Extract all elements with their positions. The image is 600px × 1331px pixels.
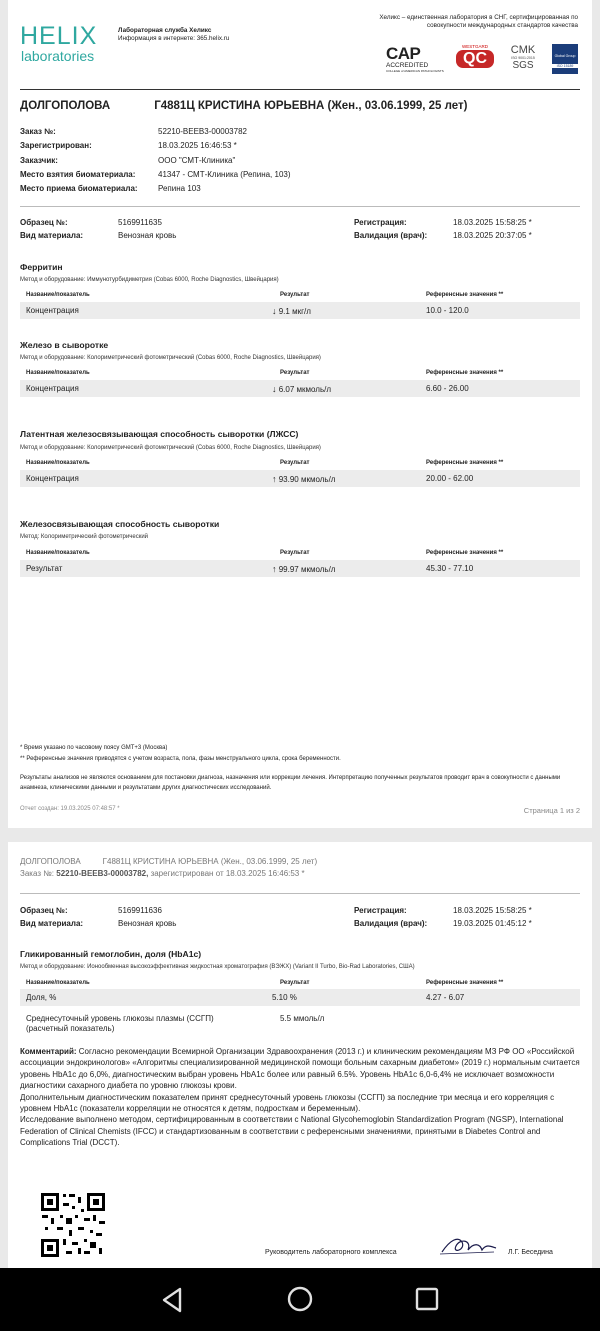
glucose-result: 5.5 ммоль/л — [280, 1014, 325, 1023]
registration: 18.03.2025 15:58:25 * — [453, 906, 532, 915]
helix-logo-sub: laboratories — [21, 48, 95, 64]
signature-icon — [438, 1232, 498, 1258]
col-name: Название/показатель — [26, 370, 90, 376]
test-method: Метод и оборудование: Колориметрический фотометрический (Cobas 6000, Roche Diagnostics, Швейцария) — [20, 445, 321, 451]
home-icon[interactable] — [287, 1286, 313, 1312]
divider — [20, 89, 580, 90]
col-ref: Референсные значения ** — [426, 292, 504, 298]
table-row: Концентрация ↓ 6.07 мкмоль/л 6.60 - 26.00 — [20, 380, 580, 397]
report-created: Отчет создан: 19.03.2025 07:48:57 * — [20, 806, 120, 812]
registration-label: Регистрация: — [354, 218, 407, 227]
comment: Комментарий: Согласно рекомендации Всемирной Организации Здравоохранения (2013 г.) и клиническим рекомендациям МЗ РФ ОО «Российской ассоциации эндокринологов» «Алгоритмы специализированной медицинской помощи больным сахарным диабетом» (2019 г.) нормальным считается уровень HbA1c до 6,0%, диагностическим выбран уровень HbA1c более или равный 6.5%. Уровень HbA1c 6,0-6,4% не исключает возможности диагностики сахарного диабета по уровню глюкозы крови. Дополнительным диагностическим показателем принят среднесуточный уровень глюкозы (ССГП) за последние три месяца и его корреляция с уровнем HbA1c (показатели корреляции не относятся к детям, подросткам и беременным). Исследование выполнено методом, сертифицированным в соответствии с National Glycohemoglobin Standardization Program (NGSP), International Federation of Clinical Chemists (IFCC) и стандартизованным в соответствии с референсными значениями, принятыми в Diabetes Control and Complications Trial (DCCT). — [20, 1047, 580, 1148]
back-icon[interactable] — [160, 1287, 184, 1313]
recents-icon[interactable] — [415, 1287, 439, 1311]
lab-site: Информация в интернете: 365.helix.ru — [118, 35, 230, 42]
qr-code-icon — [39, 1191, 107, 1259]
patient-surname: ДОЛГОПОЛОВА — [20, 100, 111, 112]
material-label: Вид материала: — [20, 231, 84, 240]
global-group-badge: Global Group ISO 15189 — [552, 44, 578, 74]
col-result: Результат — [280, 550, 310, 556]
test-method: Метод и оборудование: Иммунотурбидиметрия (Cobas 6000, Roche Diagnostics, Швейцария) — [20, 277, 279, 283]
col-name: Название/показатель — [26, 292, 90, 298]
arrow-up-icon: ↑ — [272, 474, 277, 484]
material: Венозная кровь — [118, 919, 177, 928]
westgard-qc-badge: WESTGARD QC — [456, 44, 494, 76]
navigation-bar — [0, 1268, 600, 1331]
timezone-note: * Время указано по часовому поясу GMT+3 (Москва) — [20, 745, 168, 751]
signature-role: Руководитель лабораторного комплекса — [265, 1249, 397, 1256]
report-page-2 — [8, 842, 592, 1272]
sample-no: 5169911635 — [118, 218, 162, 227]
table-row: Доля, % 5.10 % 4.27 - 6.07 — [20, 989, 580, 1006]
table-row: Результат ↑ 99.97 мкмоль/л 45.30 - 77.10 — [20, 560, 580, 577]
validation: 19.03.2025 01:45:12 * — [453, 919, 532, 928]
patient-header — [20, 100, 468, 112]
validation-label: Валидация (врач): — [354, 919, 428, 928]
glucose-name: Среднесуточный уровень глюкозы плазмы (ССГП) (расчетный показатель) — [26, 1014, 214, 1033]
sample-no: 5169911636 — [118, 906, 162, 915]
disclaimer: Результаты анализов не являются основанием для постановки диагноза, назначения или коррекции лечения. Интерпретацию полученных результатов проводит врач в совокупности с данными анамнеза, клиническими данными и результатами других диагностических исследований. — [20, 775, 561, 791]
lab-name: Лабораторная служба Хеликс — [118, 27, 212, 34]
arrow-down-icon: ↓ — [272, 306, 277, 316]
col-ref: Референсные значения ** — [426, 980, 504, 986]
patient-details: Г4881Ц КРИСТИНА ЮРЬЕВНА (Жен., 03.06.1999, 25 лет) — [154, 100, 468, 112]
test-title: Железосвязывающая способность сыворотки — [20, 519, 220, 529]
col-result: Результат — [280, 980, 310, 986]
sample-no-label: Образец №: — [20, 906, 68, 915]
test-title: Железо в сыворотке — [20, 340, 109, 350]
table-row: Концентрация ↑ 93.90 мкмоль/л 20.00 - 62.00 — [20, 470, 580, 487]
signer-name: Л.Г. Беседина — [508, 1249, 553, 1256]
validation: 18.03.2025 20:37:05 * — [453, 231, 532, 240]
page-number: Страница 1 из 2 — [523, 806, 580, 815]
material-label: Вид материала: — [20, 919, 84, 928]
col-name: Название/показатель — [26, 980, 90, 986]
cap-badge: CAP ACCREDITED COLLEGE of AMERICAN PATHOLOGISTS — [386, 44, 444, 73]
slogan: Хеликс – единственная лаборатория в СНГ, сертифицированная по совокупности международных стандартов качества — [379, 14, 578, 30]
arrow-down-icon: ↓ — [272, 384, 277, 394]
test-method: Метод и оборудование: Колориметрический фотометрический (Cobas 6000, Roche Diagnostics, Швейцария) — [20, 355, 321, 361]
col-result: Результат — [280, 292, 310, 298]
col-name: Название/показатель — [26, 460, 90, 466]
divider — [20, 893, 580, 894]
test-method: Метод и оборудование: Ионообменная высокоэффективная жидкостная хроматография (ВЭЖХ) (Variant II Turbo, Bio-Rad Laboratories, США) — [20, 964, 415, 970]
test-title: Гликированный гемоглобин, доля (HbA1c) — [20, 949, 202, 959]
col-ref: Референсные значения ** — [426, 460, 504, 466]
divider — [20, 206, 580, 207]
material: Венозная кровь — [118, 231, 177, 240]
registration: 18.03.2025 15:58:25 * — [453, 218, 532, 227]
col-name: Название/показатель — [26, 550, 90, 556]
page2-patient: ДОЛГОПОЛОВА Г4881Ц КРИСТИНА ЮРЬЕВНА (Жен., 03.06.1999, 25 лет) — [20, 857, 318, 866]
test-method: Метод: Колориметрический фотометрический — [20, 534, 149, 540]
col-ref: Референсные значения ** — [426, 550, 504, 556]
reference-note: ** Референсные значения приводятся с учетом возраста, пола, фазы менструального цикла, срока беременности. — [20, 756, 341, 762]
test-title: Ферритин — [20, 262, 63, 272]
comment-label: Комментарий: — [20, 1047, 77, 1056]
col-result: Результат — [280, 460, 310, 466]
test-title: Латентная железосвязывающая способность сыворотки (ЛЖСС) — [20, 429, 299, 439]
validation-label: Валидация (врач): — [354, 231, 428, 240]
cmk-sgs-badge: CMK ISO 9001:2015 SGS — [510, 44, 536, 71]
col-ref: Референсные значения ** — [426, 370, 504, 376]
arrow-up-icon: ↑ — [272, 564, 277, 574]
report-page-1: HELIX laboratories Лабораторная служба Хеликс Информация в интернете: 365.helix.ru Хеликс – единственная лаборатория в СНГ, сертифицированная по совокупности международных стандартов качества CAP ACCREDITED COLLEGE of AMERICAN PATHOLOGISTS WESTGARD QC CMK ISO 9001:2015 SGS Global Group ISO 15189 ДОЛГОПОЛОВА Г4881Ц КРИСТИНА ЮРЬЕВНА (Жен., 03.06.1999, 25 лет) Заказ №: 52210-BEEB3-00003782 Зарегистрирован: 18.03.2025 16:46:53 * Заказчик: ООО "СМТ-Клиника" Место взятия биоматериала: 41347 - СМТ-Клиника (Репина, 103) Место приема биоматериала: Репина 103 Образец №: 5169911635 Вид материала: Венозная кровь Регистрация: 18.03.2025 15:58:25 * Валидация (врач): 18.03.2025 20:37:05 * Ферритин Метод и оборудование: Иммунотурбидиметрия (Cobas 6000, Roche Diagnostics, Швейцария) Название/показатель Результат Референсные значения ** Концентрация ↓ 9.1 мкг/л 10.0 - 120.0 Железо в сыворотке Метод и оборудование: Колориметрический фотометрический (Cobas 6000, Roche Diagnostics, Швейцария) Название/показатель Результат Референсные значения ** Концентрация ↓ 6.07 мкмоль/л 6.60 - 26.00 Латентная железосвязывающая способность сыворотки (ЛЖСС) Метод и оборудование: Колориметрический фотометрический (Cobas 6000, Roche Diagnostics, Швейцария) Название/показатель Результат Референсные значения ** Концентрация ↑ 93.90 мкмоль/л 20.00 - 62.00 Железосвязывающая способность сыворотки Метод: Колориметрический фотометрический Название/показатель Результат Референсные значения ** Результат ↑ 99.97 мкмоль/л 45.30 - 77.10 * Время указано по часовому поясу GMT+3 (Москва) ** Референсные значения приводятся с учетом возраста, пола, фазы менструального цикла, срока беременности. Результаты анализов не являются основанием для постановки диагноза, назначения или коррекции лечения. Интерпретацию полученных результатов проводит врач в совокупности с данными анамнеза, клиническими данными и результатами других диагностических исследований. Отчет создан: 19.03.2025 07:48:57 * Страница 1 из 2 — [8, 0, 592, 828]
helix-logo: HELIX — [20, 22, 98, 50]
col-result: Результат — [280, 370, 310, 376]
registration-label: Регистрация: — [354, 906, 407, 915]
table-row: Концентрация ↓ 9.1 мкг/л 10.0 - 120.0 — [20, 302, 580, 319]
page2-order: Заказ №: 52210-BEEB3-00003782, зарегистрирован от 18.03.2025 16:46:53 * — [20, 869, 305, 878]
sample-no-label: Образец №: — [20, 218, 68, 227]
